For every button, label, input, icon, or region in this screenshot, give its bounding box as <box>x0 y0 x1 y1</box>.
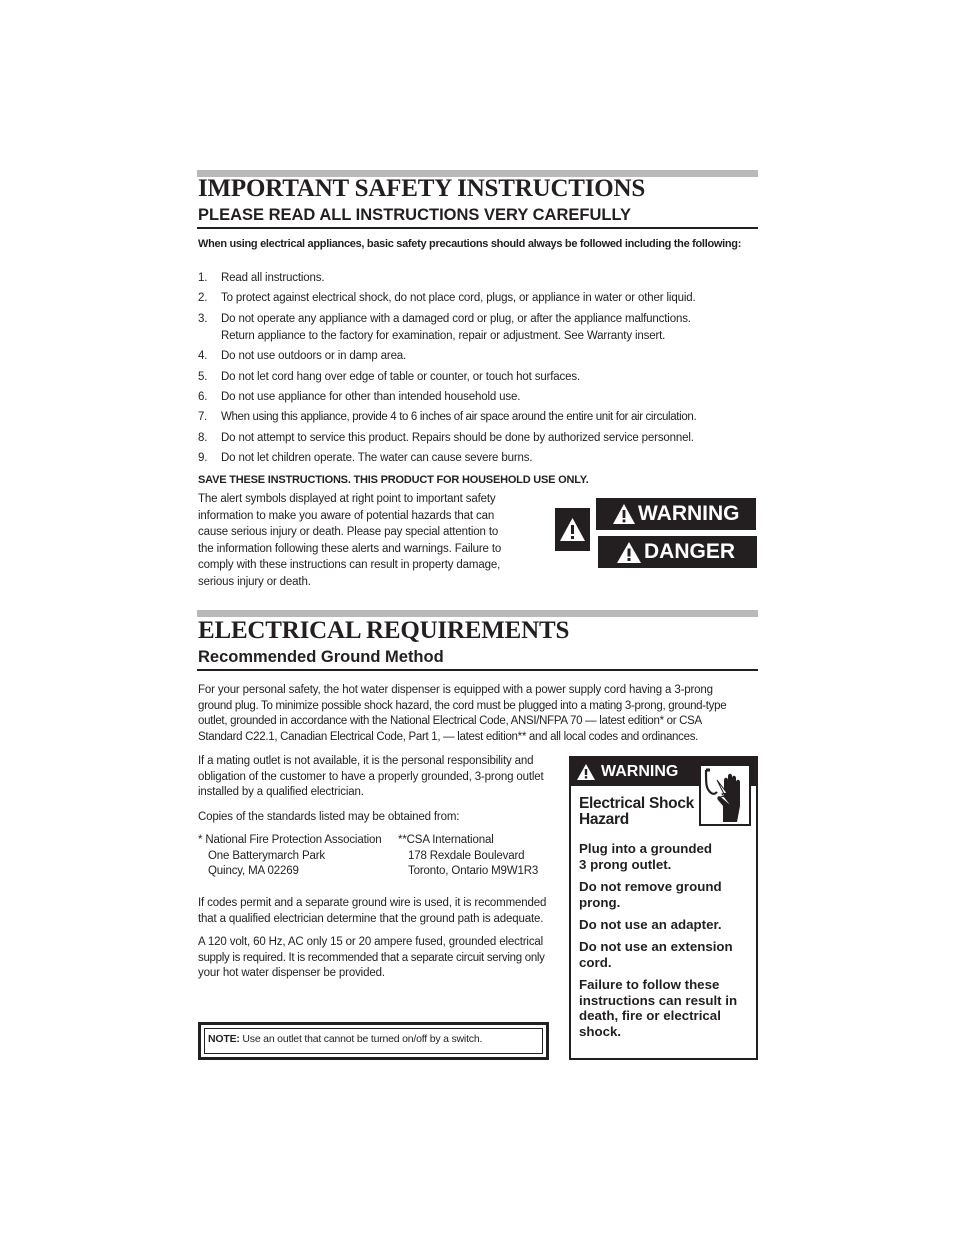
danger-sign-label: DANGER <box>644 540 736 563</box>
list-item: 3. Do not operate any appliance with a damaged cord or plug, or after the appliance malfunctions. Return appliance to the factory for examination, repair or adjustment. See Warranty insert. <box>198 312 691 342</box>
paragraph-line: If codes permit and a separate ground wire is used, it is recommended <box>198 897 547 909</box>
shock-warning-header <box>571 758 698 786</box>
alert-line: the information following these alerts and warnings. Failure to <box>198 542 502 555</box>
electrical-subtitle-rule <box>197 669 758 671</box>
warning-triangle-icon <box>612 503 636 525</box>
alert-line: The alert symbols displayed at right point to important safety <box>198 493 496 505</box>
ground-paragraph <box>198 683 758 746</box>
warning-sign <box>596 498 756 530</box>
safety-title: IMPORTANT SAFETY INSTRUCTIONS <box>198 175 646 202</box>
list-item: 5. Do not let cord hang over edge of table or counter, or touch hot surfaces. <box>198 370 581 383</box>
shock-instruction: Do not remove ground prong. <box>579 879 722 910</box>
list-item: 6. Do not use appliance for other than intended household use. <box>198 390 521 403</box>
warning-sign-label: WARNING <box>638 502 740 525</box>
shock-hazard-title: Electrical Shock Hazard <box>579 795 694 828</box>
alert-line: information to make you aware of potential hazards that can <box>198 509 495 522</box>
shock-instruction: Failure to follow these instructions can result in death, fire or electrical shock. <box>579 977 738 1039</box>
address-line: Toronto, Ontario M9W1R3 <box>408 865 539 878</box>
address-line: **CSA International <box>398 834 494 846</box>
danger-sign <box>598 536 757 568</box>
note-body: Use an outlet that cannot be turned on/off by a switch. <box>242 1033 483 1045</box>
danger-triangle-icon <box>616 541 642 564</box>
mating-outlet-paragraph <box>198 754 563 801</box>
alert-paragraph <box>198 491 538 590</box>
save-notice: SAVE THESE INSTRUCTIONS. THIS PRODUCT FOR HOUSEHOLD USE ONLY. <box>198 474 589 486</box>
warning-triangle-icon <box>576 763 596 781</box>
electrical-shock-icon <box>699 764 751 826</box>
shock-instruction: Do not use an adapter. <box>579 917 722 932</box>
paragraph-line: installed by a qualified electrician. <box>198 786 364 799</box>
paragraph-line: outlet, grounded in accordance with the National Electrical Code, ANSI/NFPA 70 — latest edition* or CSA <box>198 715 702 728</box>
electrical-title: ELECTRICAL REQUIREMENTS <box>198 617 570 644</box>
paragraph-line: obligation of the customer to have a properly grounded, 3-prong outlet <box>198 770 544 783</box>
paragraph-line: For your personal safety, the hot water dispenser is equipped with a power supply cord having a 3-prong <box>198 684 713 696</box>
instruction-list <box>198 270 758 471</box>
shock-warning-box <box>569 756 758 1060</box>
note-label: NOTE: <box>208 1033 240 1045</box>
alert-triangle-icon <box>559 517 586 542</box>
safety-intro: When using electrical appliances, basic safety precautions should always be followed including the following: <box>198 238 742 250</box>
alert-symbol <box>555 508 590 551</box>
ground-wire-paragraph <box>198 896 563 927</box>
address-line: 178 Rexdale Boulevard <box>408 849 525 862</box>
address-line: * National Fire Protection Association <box>198 834 382 846</box>
electrical-subtitle: Recommended Ground Method <box>198 648 444 666</box>
list-item: 1. Read all instructions. <box>198 272 325 284</box>
address-line: One Batterymarch Park <box>208 849 326 862</box>
shock-instruction: Plug into a grounded 3 prong outlet. <box>579 841 712 872</box>
paragraph-line: If a mating outlet is not available, it is the personal responsibility and <box>198 755 534 767</box>
alert-line: comply with these instructions can result in property damage, <box>198 559 501 571</box>
section-rule-electrical <box>197 610 758 617</box>
shock-instruction: Do not use an extension cord. <box>579 939 733 970</box>
copies-text: Copies of the standards listed may be obtained from: <box>198 811 460 823</box>
safety-subtitle: PLEASE READ ALL INSTRUCTIONS VERY CAREFULLY <box>198 206 632 224</box>
paragraph-line: supply is required. It is recommended that a separate circuit serving only <box>198 951 545 964</box>
list-item: 7. When using this appliance, provide 4 to 6 inches of air space around the entire unit for air circulation. <box>198 411 697 424</box>
list-item: 4. Do not use outdoors or in damp area. <box>198 350 407 363</box>
list-item: 8. Do not attempt to service this product. Repairs should be done by authorized service personnel. <box>198 431 694 444</box>
paragraph-line: Standard C22.1, Canadian Electrical Code, Part 1, — latest edition** and all local codes and ordinances. <box>198 731 699 744</box>
shock-warning-label: WARNING <box>601 763 679 780</box>
paragraph-line: that a qualified electrician determine that the ground path is adequate. <box>198 912 544 925</box>
paragraph-line: A 120 volt, 60 Hz, AC only 15 or 20 ampere fused, grounded electrical <box>198 936 544 948</box>
alert-line: cause serious injury or death. Please pay special attention to <box>198 526 499 538</box>
csa-address <box>398 833 568 880</box>
list-item: 9. Do not let children operate. The water can cause severe burns. <box>198 452 533 465</box>
list-item: 2. To protect against electrical shock, do not place cord, plugs, or appliance in water or other liquid. <box>198 292 696 305</box>
safety-subtitle-rule <box>197 227 758 229</box>
address-line: Quincy, MA 02269 <box>208 865 299 878</box>
note-box <box>198 1022 549 1060</box>
paragraph-line: ground plug. To minimize possible shock hazard, the cord must be plugged into a mating 3-prong, ground-type <box>198 699 727 712</box>
paragraph-line: your hot water dispenser be provided. <box>198 967 385 980</box>
alert-line: serious injury or death. <box>198 575 311 588</box>
nfpa-address <box>198 833 398 880</box>
supply-paragraph <box>198 935 568 982</box>
note-text <box>208 1033 482 1045</box>
